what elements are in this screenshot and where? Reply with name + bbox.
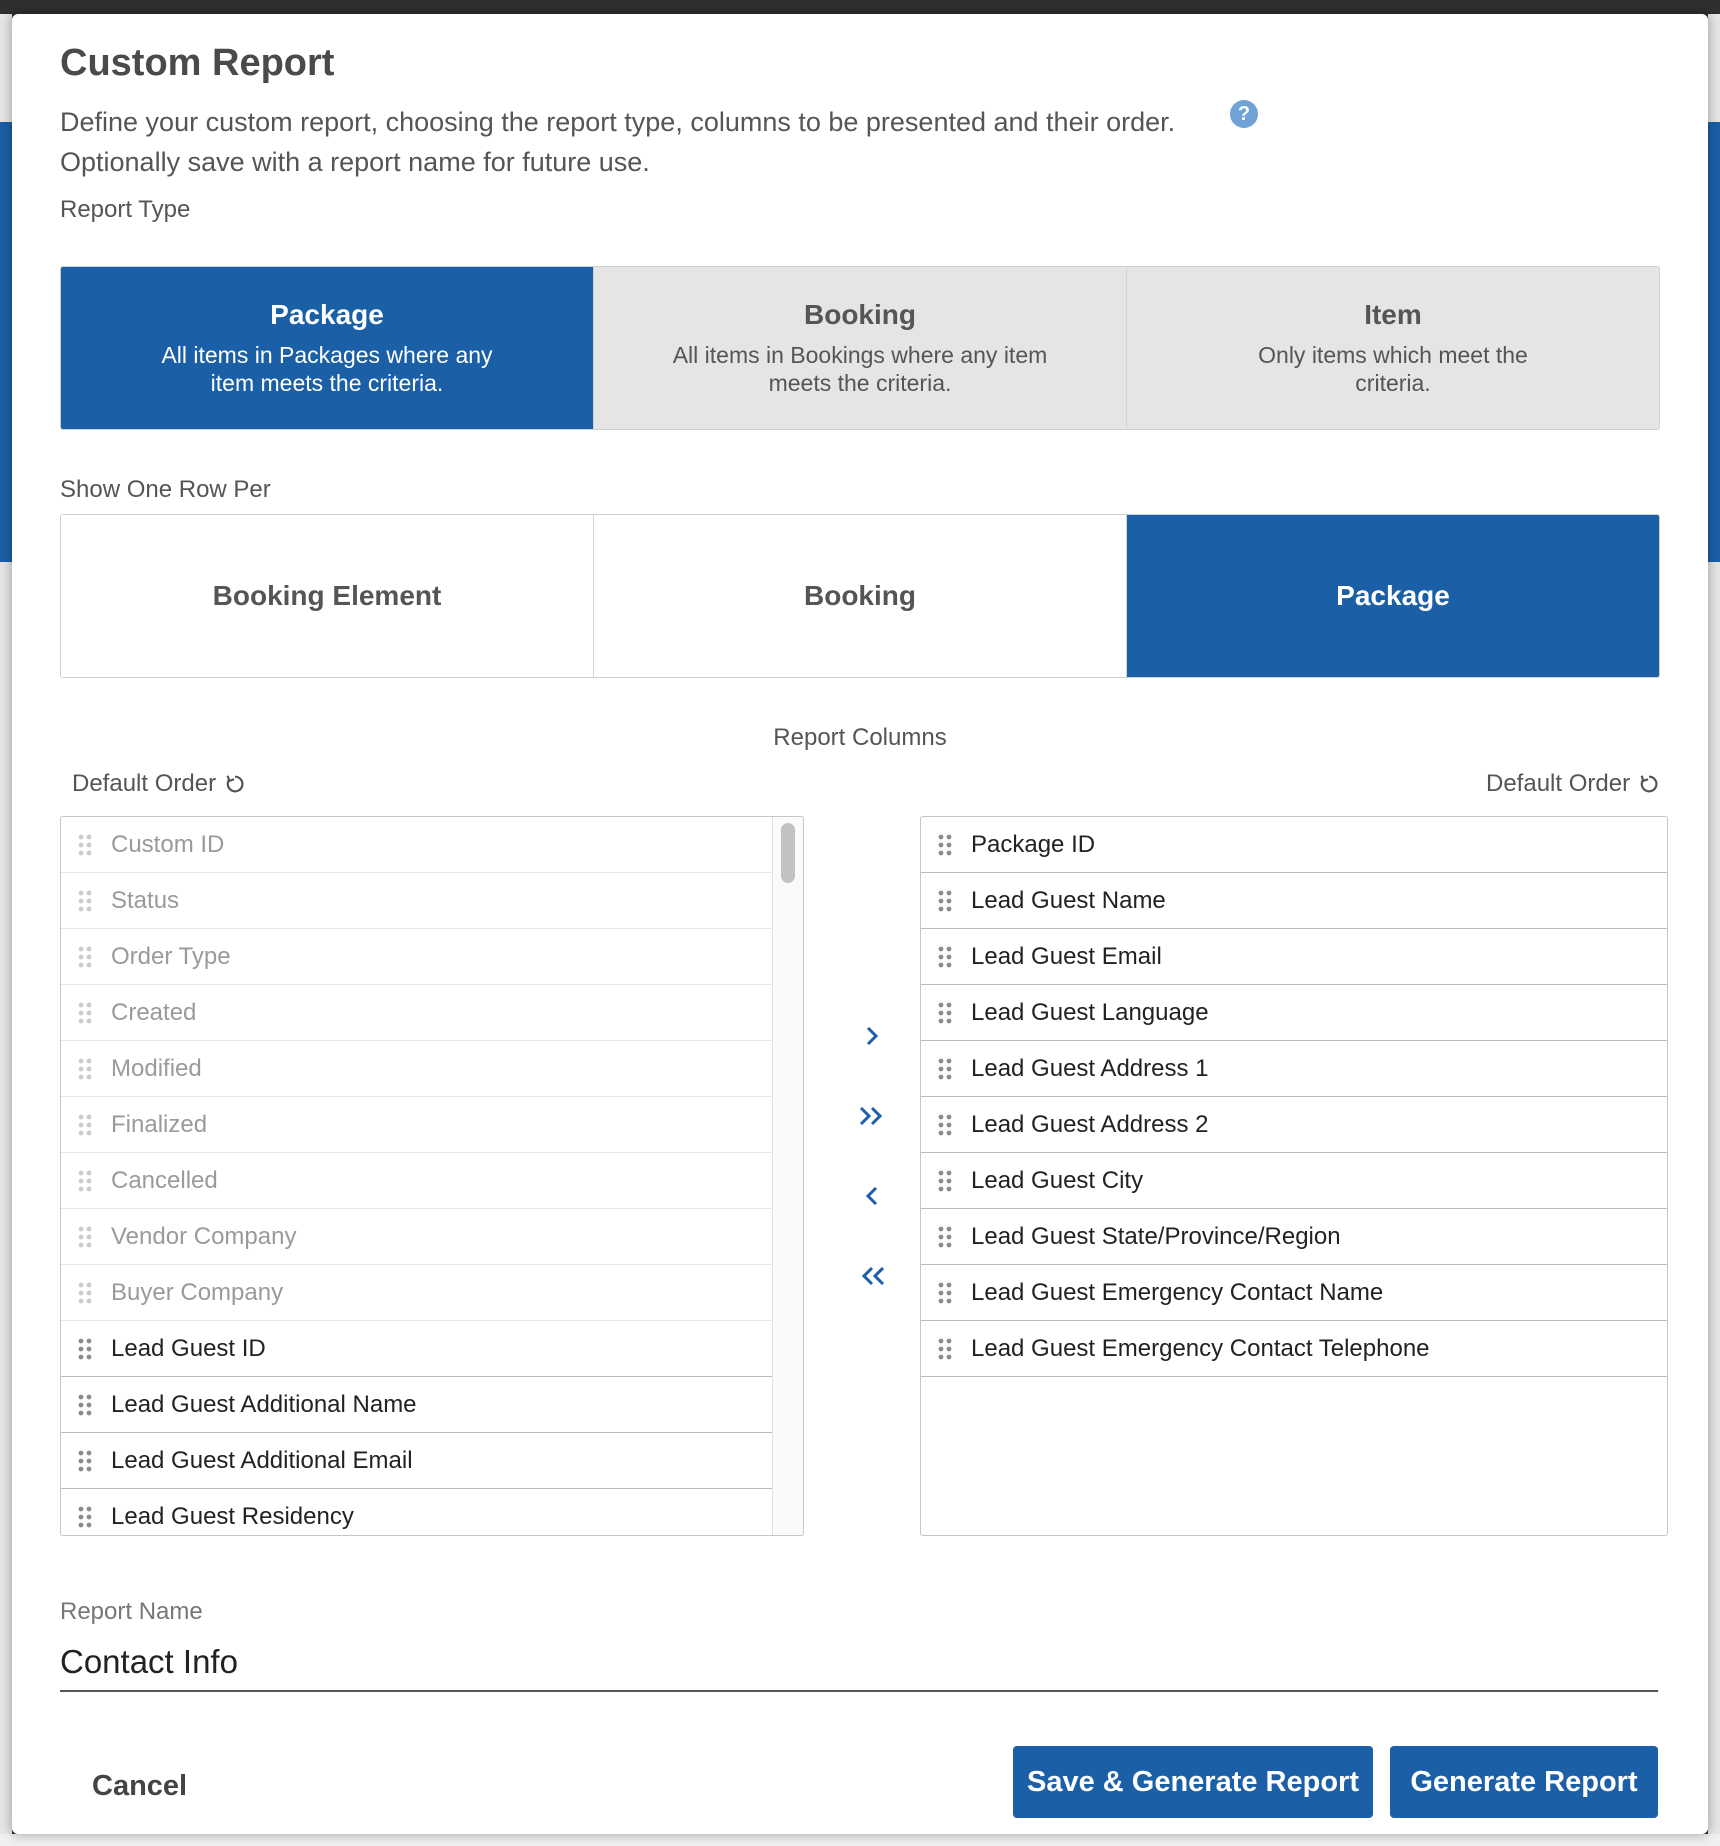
column-label: Lead Guest Additional Name — [111, 1390, 417, 1418]
column-list-item[interactable] — [61, 1097, 773, 1153]
option-description: All items in Bookings where any item meets the criteria. — [672, 342, 1048, 396]
drag-handle-icon[interactable] — [77, 834, 93, 856]
drag-handle-icon[interactable] — [77, 1058, 93, 1080]
report-type-item[interactable] — [1127, 267, 1659, 429]
move-all-left-button[interactable] — [844, 1248, 900, 1304]
column-label: Lead Guest City — [971, 1166, 1144, 1194]
column-list-item[interactable] — [61, 1377, 773, 1433]
drag-handle-icon[interactable] — [77, 1506, 93, 1528]
column-label: Finalized — [111, 1110, 208, 1138]
column-label: Modified — [111, 1054, 202, 1082]
double-chevron-right-icon — [855, 1102, 889, 1130]
report-name-input[interactable] — [60, 1634, 1658, 1692]
column-list-item[interactable] — [61, 1265, 773, 1321]
drag-handle-icon[interactable] — [77, 1282, 93, 1304]
drag-handle-icon[interactable] — [937, 1338, 953, 1360]
background-app-left — [0, 14, 12, 1846]
column-label: Lead Guest Language — [971, 998, 1209, 1026]
drag-handle-icon[interactable] — [937, 1282, 953, 1304]
drag-handle-icon[interactable] — [937, 1170, 953, 1192]
column-label: Created — [111, 998, 197, 1026]
column-list-item[interactable] — [61, 873, 773, 929]
selected-columns-list[interactable] — [920, 816, 1668, 1536]
background-app-right — [1708, 14, 1720, 1846]
column-label: Status — [111, 886, 180, 914]
option-title: Item — [1364, 299, 1422, 330]
column-list-item[interactable] — [921, 1209, 1667, 1265]
report-type-package[interactable] — [61, 267, 594, 429]
report-name-label: Report Name — [60, 1598, 203, 1625]
column-label: Cancelled — [111, 1166, 218, 1194]
column-label: Lead Guest State/Province/Region — [971, 1222, 1341, 1250]
refresh-icon — [1638, 773, 1660, 795]
move-selected-left-button[interactable] — [844, 1168, 900, 1224]
column-list-item[interactable] — [921, 817, 1667, 873]
custom-report-modal — [12, 14, 1708, 1834]
column-label: Lead Guest Address 2 — [971, 1110, 1209, 1138]
default-order-right-button[interactable] — [1486, 770, 1660, 798]
column-list-item[interactable] — [61, 985, 773, 1041]
option-description: Only items which meet the criteria. — [1258, 342, 1528, 396]
column-label: Order Type — [111, 942, 231, 970]
column-label: Lead Guest Residency — [111, 1502, 354, 1530]
column-label: Lead Guest Emergency Contact Name — [971, 1278, 1384, 1306]
column-label: Vendor Company — [111, 1222, 297, 1250]
background-app-header — [0, 0, 1720, 14]
drag-handle-icon[interactable] — [937, 1002, 953, 1024]
column-list-item[interactable] — [61, 1153, 773, 1209]
save-generate-report-button[interactable]: Save & Generate Report — [1013, 1746, 1373, 1818]
available-columns-scrollbar[interactable] — [772, 817, 803, 1535]
modal-description — [60, 102, 1320, 182]
available-columns-list[interactable] — [60, 816, 804, 1536]
scroll-thumb[interactable] — [781, 823, 795, 883]
drag-handle-icon[interactable] — [937, 1058, 953, 1080]
description-line-1: Define your custom report, choosing the report type, columns to be presented and their order. — [60, 107, 1176, 137]
refresh-icon — [224, 773, 246, 795]
column-list-item[interactable] — [61, 929, 773, 985]
option-title: Package — [1336, 580, 1450, 611]
column-list-item[interactable] — [921, 1265, 1667, 1321]
drag-handle-icon[interactable] — [77, 946, 93, 968]
column-label: Buyer Company — [111, 1278, 284, 1306]
option-description: All items in Packages where any item meets the criteria. — [161, 342, 493, 396]
cancel-button[interactable]: Cancel — [92, 1750, 187, 1822]
column-list-item[interactable] — [921, 1321, 1667, 1377]
drag-handle-icon[interactable] — [77, 1002, 93, 1024]
drag-handle-icon[interactable] — [77, 1450, 93, 1472]
option-title: Package — [270, 299, 384, 330]
chevron-right-icon — [858, 1022, 886, 1050]
drag-handle-icon[interactable] — [77, 1226, 93, 1248]
help-icon[interactable]: ? — [1230, 100, 1258, 128]
modal-title: Custom Report — [60, 42, 335, 84]
column-label: Lead Guest Name — [971, 886, 1166, 914]
column-list-item[interactable] — [61, 817, 773, 873]
row-per-label: Show One Row Per — [60, 476, 271, 503]
drag-handle-icon[interactable] — [77, 890, 93, 912]
drag-handle-icon[interactable] — [77, 1170, 93, 1192]
column-list-item[interactable] — [61, 1321, 773, 1377]
column-list-item[interactable] — [921, 985, 1667, 1041]
chevron-left-icon — [858, 1182, 886, 1210]
column-label: Lead Guest Emergency Contact Telephone — [971, 1334, 1430, 1362]
column-label: Package ID — [971, 830, 1096, 858]
option-title: Booking — [804, 580, 916, 611]
row-per-package[interactable] — [1127, 515, 1659, 677]
move-all-right-button[interactable] — [844, 1088, 900, 1144]
drag-handle-icon[interactable] — [937, 1114, 953, 1136]
drag-handle-icon[interactable] — [77, 1394, 93, 1416]
description-line-2: Optionally save with a report name for future use. — [60, 147, 650, 177]
report-type-selector — [60, 266, 1660, 430]
generate-report-button[interactable]: Generate Report — [1390, 1746, 1658, 1818]
drag-handle-icon[interactable] — [937, 890, 953, 912]
report-columns-title: Report Columns — [773, 724, 947, 751]
column-label: Lead Guest Address 1 — [971, 1054, 1209, 1082]
column-label: Custom ID — [111, 830, 225, 858]
default-order-label: Default Order — [1486, 770, 1631, 797]
column-label: Lead Guest Email — [971, 942, 1162, 970]
row-per-booking[interactable] — [594, 515, 1127, 677]
column-list-item[interactable] — [921, 929, 1667, 985]
column-label: Lead Guest Additional Email — [111, 1446, 413, 1474]
default-order-left-button[interactable] — [72, 770, 246, 798]
option-title: Booking — [804, 299, 916, 330]
option-title: Booking Element — [212, 580, 442, 611]
column-list-item[interactable] — [921, 873, 1667, 929]
column-list-item[interactable] — [921, 1097, 1667, 1153]
column-list-item[interactable] — [61, 1209, 773, 1265]
drag-handle-icon[interactable] — [937, 834, 953, 856]
double-chevron-left-icon — [855, 1262, 889, 1290]
column-list-item[interactable] — [921, 1153, 1667, 1209]
report-type-booking[interactable] — [594, 267, 1127, 429]
drag-handle-icon[interactable] — [937, 946, 953, 968]
drag-handle-icon[interactable] — [937, 1226, 953, 1248]
column-list-item[interactable] — [61, 1433, 773, 1489]
drag-handle-icon[interactable] — [77, 1114, 93, 1136]
report-type-label: Report Type — [60, 196, 191, 223]
drag-handle-icon[interactable] — [77, 1338, 93, 1360]
column-list-item[interactable] — [61, 1489, 773, 1536]
row-per-booking-element[interactable] — [61, 515, 594, 677]
column-list-item[interactable] — [921, 1041, 1667, 1097]
row-per-selector — [60, 514, 1660, 678]
column-list-item[interactable] — [61, 1041, 773, 1097]
background-app-bottom — [0, 1834, 1720, 1846]
default-order-label: Default Order — [72, 770, 217, 797]
move-selected-right-button[interactable] — [844, 1008, 900, 1064]
column-label: Lead Guest ID — [111, 1334, 266, 1362]
